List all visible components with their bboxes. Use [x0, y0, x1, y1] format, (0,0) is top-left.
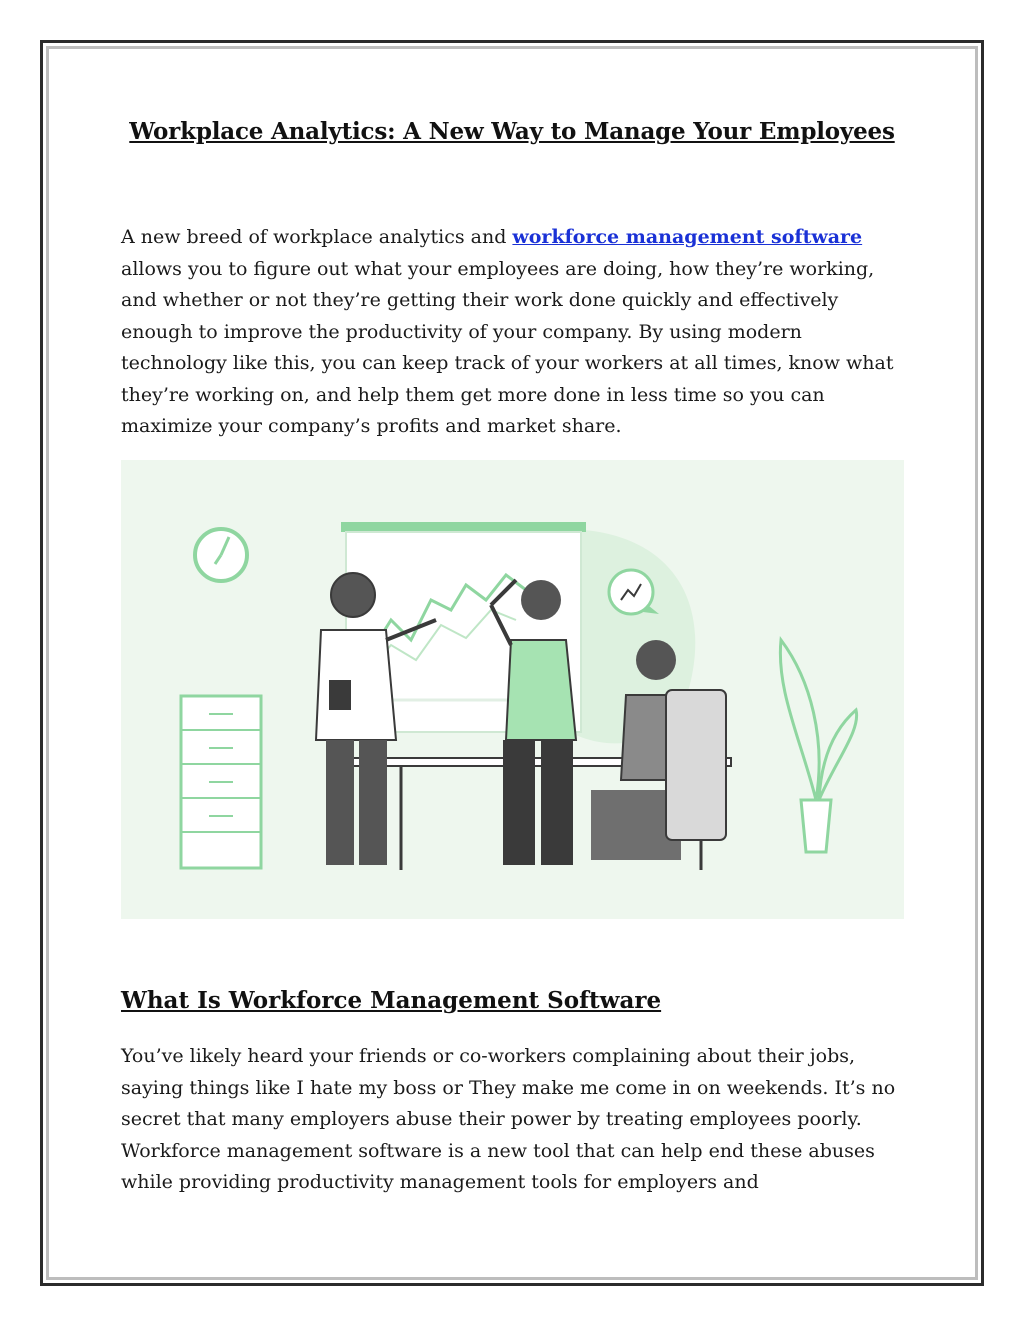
plant-icon [780, 640, 856, 852]
section-heading: What Is Workforce Management Software [121, 987, 662, 1014]
team-analytics-illustration [121, 460, 904, 919]
intro-text-end: allows you to figure out what your employees are doing, how they’re working, and whether or not they’re getting their work done quickly and effectively enough to improve the productivity of your company. By using modern technology like this, you can keep track of your workers at all times, know what they’re working on, and help them get more done in less time so you can maximize your company’s profits and market share. [121, 257, 894, 437]
illustration-svg [121, 460, 904, 919]
workforce-software-link[interactable]: workforce management software [512, 226, 863, 248]
section-body: You’ve likely heard your friends or co-workers complaining about their jobs, saying things like I hate my boss or They make me come in on weekends. It’s no secret that many employers abuse their power by treating employees poorly. Workforce management software is a new tool that can help end these abuses while providing productivity management tools for employers and [121, 1045, 896, 1193]
page-title: Workplace Analytics: A New Way to Manage Your Employees [129, 118, 895, 145]
chair [666, 690, 726, 840]
intro-text-start: A new breed of workplace analytics and [121, 226, 513, 248]
clock-icon [195, 529, 247, 581]
filing-cabinet-icon [181, 696, 261, 868]
intro-paragraph [121, 222, 905, 443]
